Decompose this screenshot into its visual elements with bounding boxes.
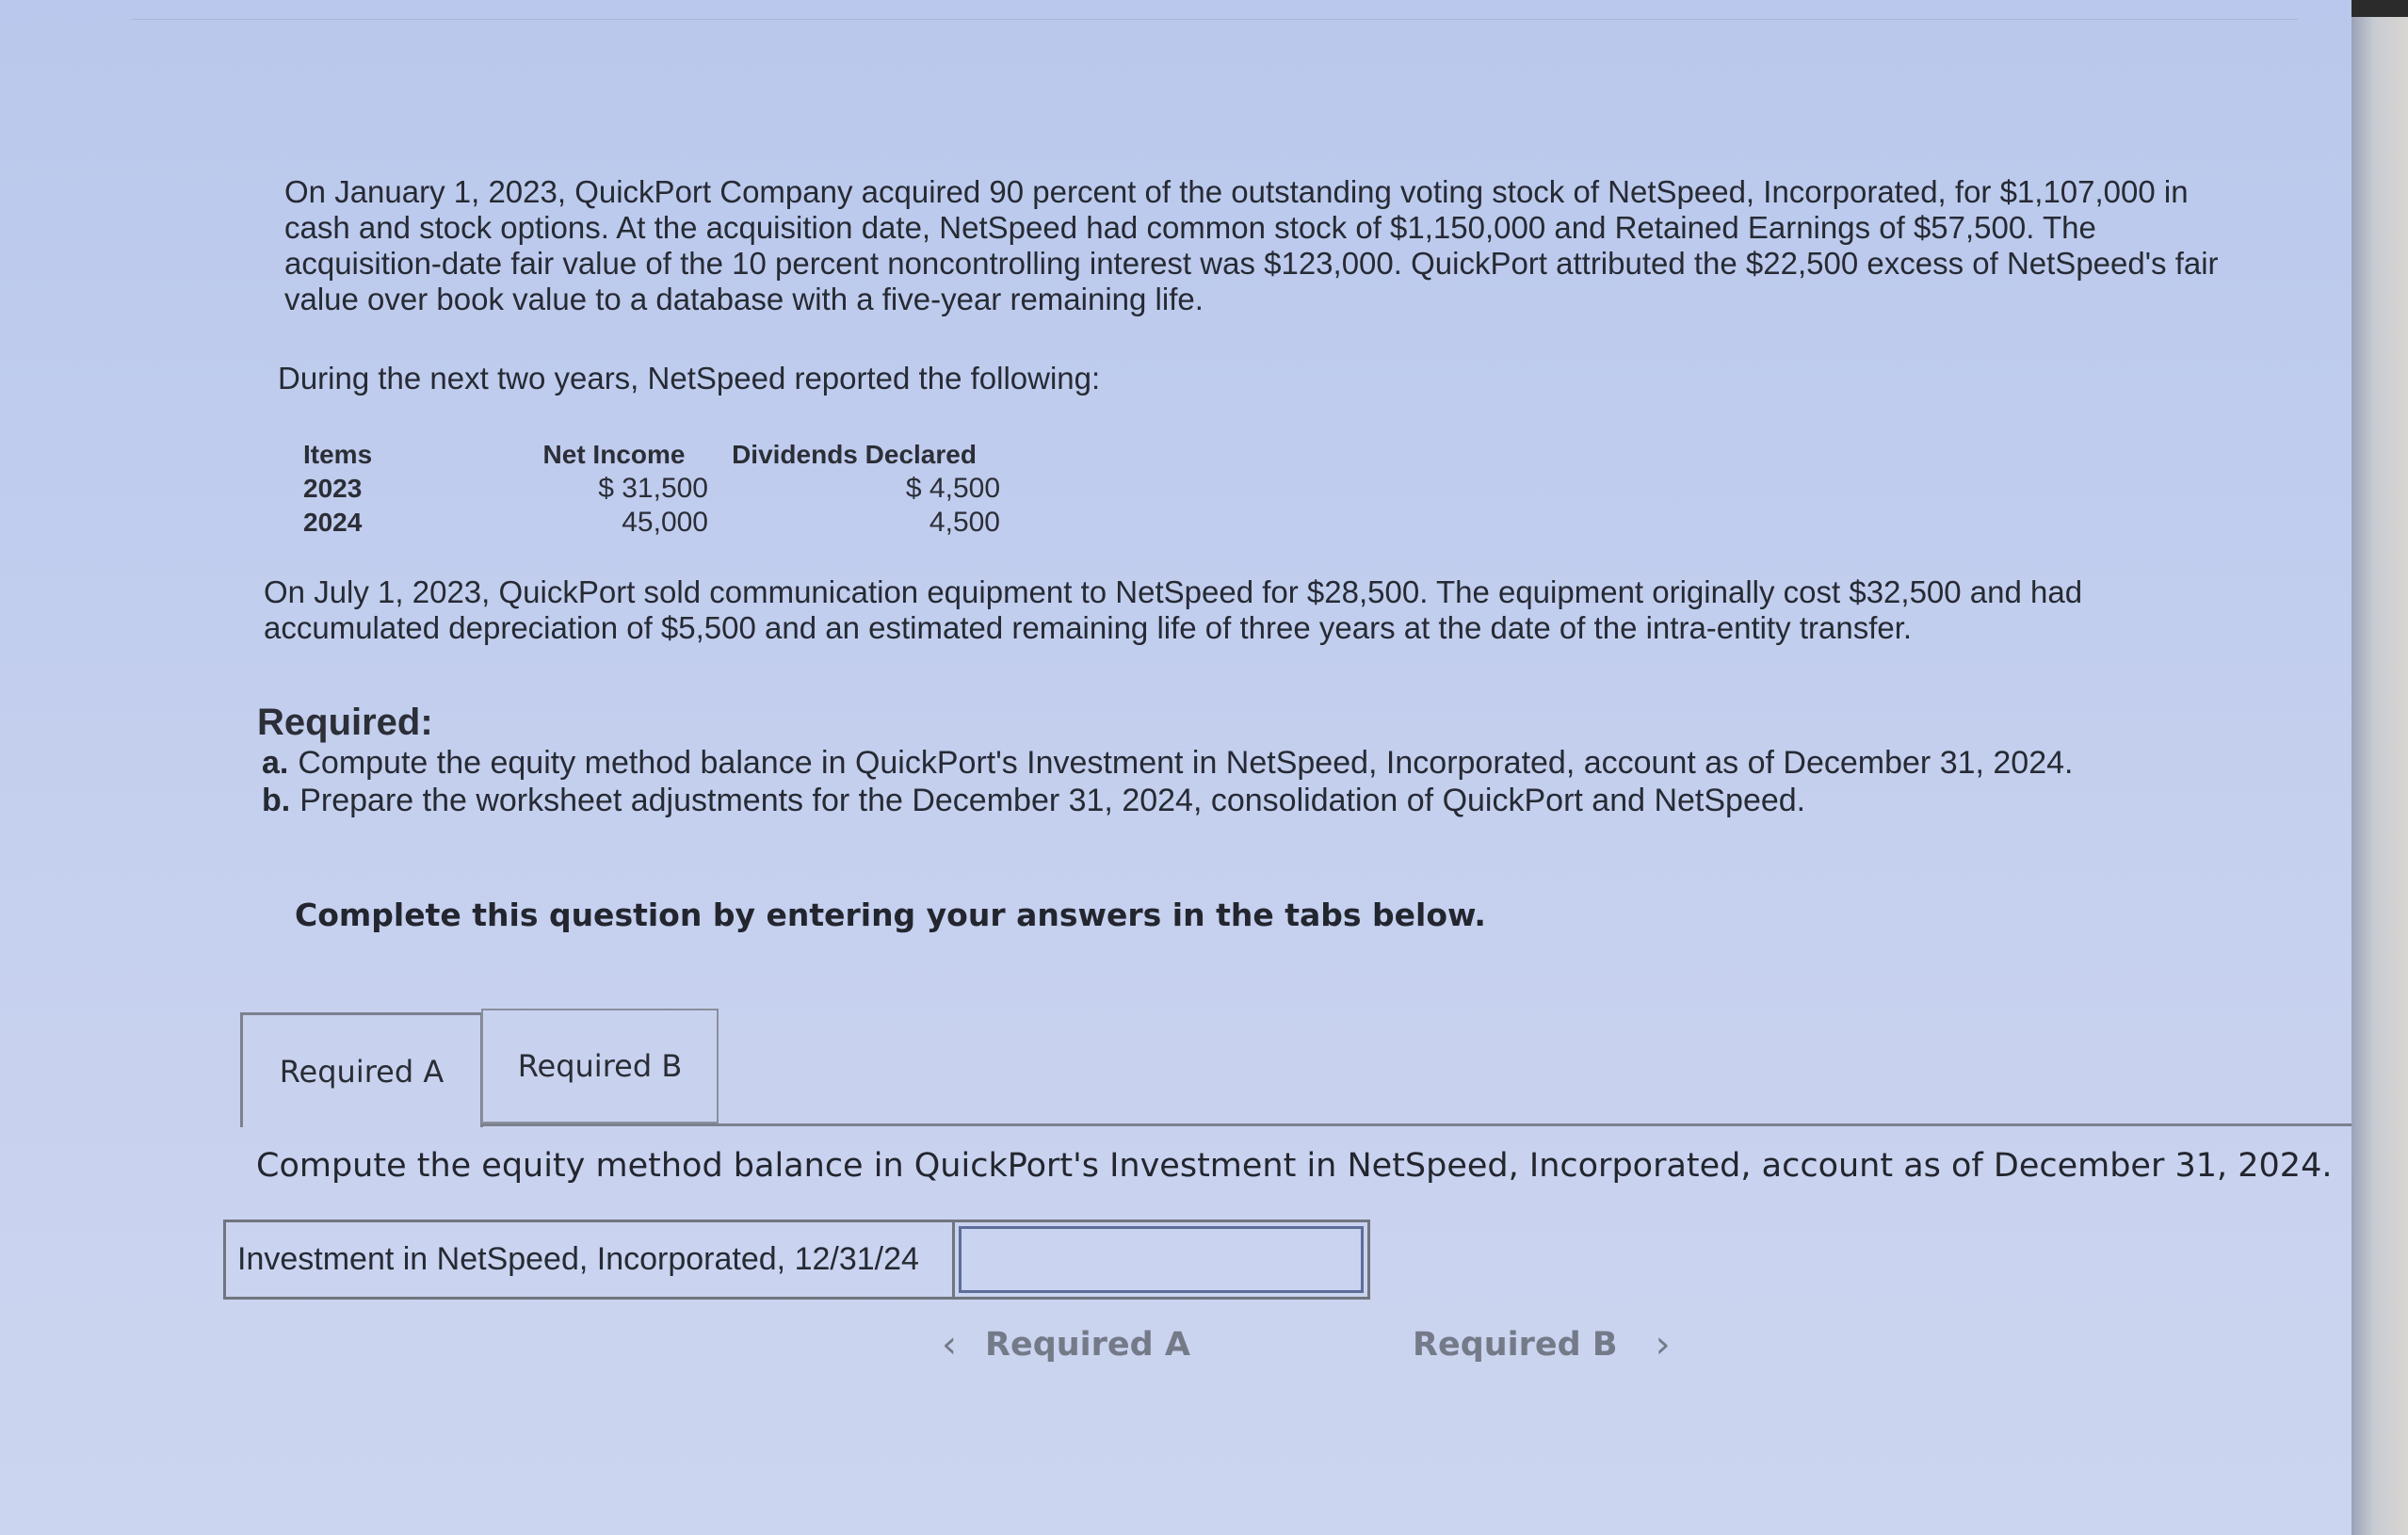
problem-paragraph-2: During the next two years, NetSpeed reported the following:: [278, 361, 1101, 396]
required-item-a: [262, 744, 2239, 782]
required-list: [262, 744, 2239, 819]
complete-instruction: Complete this question by entering your answers in the tabs below.: [295, 897, 1486, 933]
required-item-b: [262, 782, 2239, 819]
required-heading: Required:: [257, 702, 433, 743]
table-header-row: [303, 438, 1057, 472]
divider: [132, 19, 2298, 20]
tab-required-a[interactable]: Required A: [240, 1012, 483, 1127]
table-cell: 2023: [303, 474, 363, 503]
netspeed-data-table: [303, 438, 1057, 540]
table-cell: 2024: [303, 508, 363, 537]
table-cell: $ 31,500: [598, 473, 708, 504]
next-button-label: Required B: [1413, 1326, 1618, 1364]
table-cell: 45,000: [622, 507, 708, 538]
chevron-left-icon: ‹: [942, 1323, 957, 1366]
problem-paragraph-3: On July 1, 2023, QuickPort sold communication equipment to NetSpeed for $28,500. The equipment originally cost $32,500 and had accumulated depreciation of $5,500 and an estimated remaining life of three years at the date of the intra-entity transfer.: [264, 574, 2083, 645]
monitor-bezel: [2351, 0, 2408, 17]
tab-required-b[interactable]: Required B: [481, 1009, 719, 1123]
tab-bar: [240, 1012, 2368, 1130]
required-item-text: Prepare the worksheet adjustments for the December 31, 2024, consolidation of QuickPort and NetSpeed.: [299, 783, 1806, 818]
next-required-b-button[interactable]: [1413, 1323, 1671, 1366]
required-item-text: Compute the equity method balance in QuickPort's Investment in NetSpeed, Incorporated, account as of December 31, 2024.: [298, 745, 2074, 781]
tab-instruction: Compute the equity method balance in QuickPort's Investment in NetSpeed, Incorporated, account as of December 31, 2024.: [256, 1147, 2333, 1185]
table-row: [303, 472, 1057, 506]
monitor-edge: [2351, 0, 2408, 1535]
table-cell: $ 4,500: [905, 473, 1000, 504]
answer-label: Investment in NetSpeed, Incorporated, 12/31/24: [226, 1222, 955, 1297]
chevron-right-icon: ›: [1655, 1323, 1671, 1366]
prev-button-label: Required A: [985, 1326, 1190, 1364]
table-header-cell: Dividends Declared: [732, 440, 977, 469]
required-item-letter: a.: [262, 745, 289, 781]
table-cell: 4,500: [929, 507, 1000, 538]
table-header-cell: Items: [303, 440, 373, 469]
problem-paragraph-1: On January 1, 2023, QuickPort Company acquired 90 percent of the outstanding voting stock of NetSpeed, Incorporated, for $1,107,000 in cash and stock options. At the acquisition date, NetSpeed had common stock of $1,150,000 and Retained Earnings of $57,500. The acquisition-date fair value of the 10 percent noncontrolling interest was $123,000. QuickPort attributed the $22,500 excess of NetSpeed's fair value over book value to a database with a five-year remaining life.: [284, 174, 2219, 316]
table-row: [303, 506, 1057, 540]
investment-balance-input[interactable]: [959, 1226, 1364, 1293]
prev-required-a-button[interactable]: [942, 1323, 1190, 1366]
tab-divider: [481, 1123, 2365, 1126]
table-header-cell: Net Income: [542, 440, 686, 469]
answer-row: [223, 1220, 1370, 1300]
required-item-letter: b.: [262, 783, 291, 818]
